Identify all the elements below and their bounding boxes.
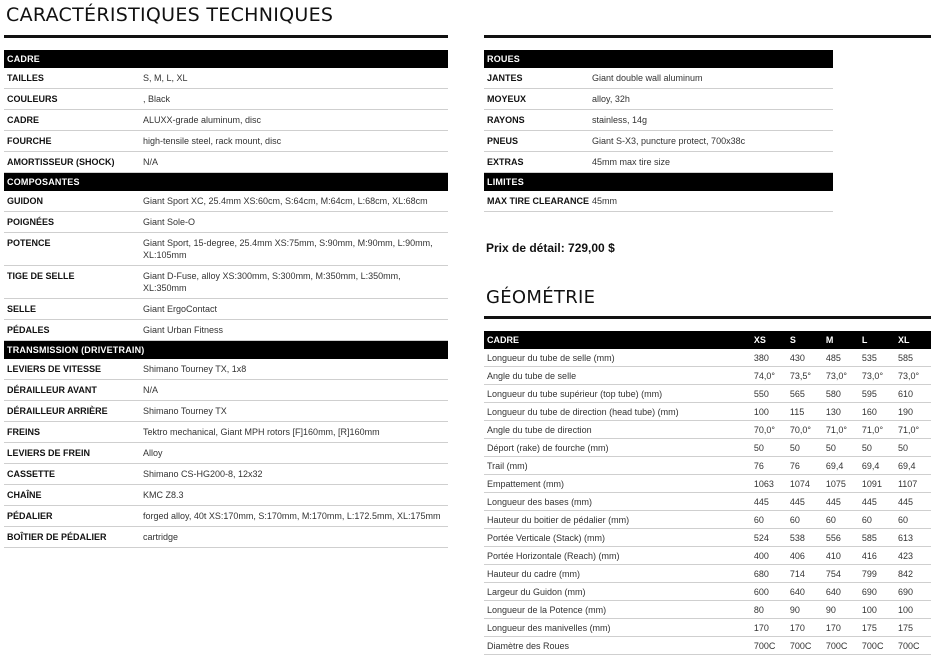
geometry-value: 423 [895, 547, 931, 565]
size-header-xs: XS [751, 331, 787, 349]
geometry-value: 580 [823, 385, 859, 403]
spec-value: Tektro mechanical, Giant MPH rotors [F]160mm, [R]160mm [143, 427, 380, 437]
spec-value: N/A [143, 157, 159, 167]
spec-label: LEVIERS DE VITESSE [7, 364, 102, 374]
geometry-label: Angle du tube de selle [484, 367, 751, 385]
spec-label: JANTES [487, 73, 523, 83]
geometry-value: 170 [787, 619, 823, 637]
spec-label: POTENCE [7, 238, 51, 248]
section-header-roues: ROUES [484, 50, 833, 68]
geometry-value: 445 [895, 493, 931, 511]
spec-row-couleurs [4, 89, 448, 110]
geometry-label: Longueur du tube de selle (mm) [484, 349, 751, 367]
geometry-row [484, 511, 931, 529]
geometry-value: 71,0° [859, 421, 895, 439]
spec-value: Giant double wall aluminum [592, 73, 703, 83]
spec-row-selle [4, 299, 448, 320]
spec-value: Giant S-X3, puncture protect, 700x38c [592, 136, 746, 146]
geometry-label: Longueur des bases (mm) [484, 493, 751, 511]
geometry-value: 60 [823, 511, 859, 529]
geometry-row [484, 601, 931, 619]
geometry-value: 69,4 [823, 457, 859, 475]
spec-label: BOÎTIER DE PÉDALIER [7, 532, 107, 542]
geometry-value: 74,0° [751, 367, 787, 385]
spec-value: Shimano Tourney TX [143, 406, 227, 416]
geometry-value: 445 [787, 493, 823, 511]
spec-row-pedalier [4, 506, 448, 527]
geometry-row [484, 493, 931, 511]
geometry-label: Longueur du tube de direction (head tube) (mm) [484, 403, 751, 421]
spec-value: 45mm max tire size [592, 157, 671, 167]
geometry-value: 69,4 [895, 457, 931, 475]
geometry-divider [484, 316, 931, 319]
geometry-row [484, 439, 931, 457]
spec-row-pneus [484, 131, 833, 152]
geometry-row [484, 475, 931, 493]
geometry-value: 842 [895, 565, 931, 583]
spec-value: Giant Sport, 15-degree, 25.4mm XS:75mm, S:90mm, M:90mm, L:90mm, XL:105mm [143, 238, 433, 260]
spec-row-pedales [4, 320, 448, 341]
geometry-value: 524 [751, 529, 787, 547]
geometry-value: 70,0° [751, 421, 787, 439]
geometry-label: Portée Verticale (Stack) (mm) [484, 529, 751, 547]
title-divider-right [484, 35, 931, 38]
spec-value: KMC Z8.3 [143, 490, 184, 500]
spec-label: PÉDALIER [7, 511, 53, 521]
section-header-composantes: COMPOSANTES [4, 173, 448, 191]
geometry-value: 60 [859, 511, 895, 529]
spec-value: Giant Urban Fitness [143, 325, 224, 335]
geometry-label: Trail (mm) [484, 457, 751, 475]
spec-label: PNEUS [487, 136, 519, 146]
section-header-cadre: CADRE [4, 50, 448, 68]
spec-label: TAILLES [7, 73, 44, 83]
spec-row-fourche [4, 131, 448, 152]
spec-row-tige-de-selle [4, 266, 448, 299]
spec-value: Shimano Tourney TX, 1x8 [143, 364, 247, 374]
specs-left-column [4, 50, 448, 548]
geometry-value: 754 [823, 565, 859, 583]
geometry-value: 190 [895, 403, 931, 421]
spec-value: 45mm [592, 196, 618, 206]
size-header-l: L [859, 331, 895, 349]
geometry-value: 170 [823, 619, 859, 637]
spec-value: alloy, 32h [592, 94, 630, 104]
spec-label: EXTRAS [487, 157, 524, 167]
spec-label: GUIDON [7, 196, 43, 206]
section-header-transmission-drivetrain: TRANSMISSION (DRIVETRAIN) [4, 341, 448, 359]
spec-row-moyeux [484, 89, 833, 110]
geometry-label: Longueur de la Potence (mm) [484, 601, 751, 619]
geometry-value: 485 [823, 349, 859, 367]
spec-row-poignees [4, 212, 448, 233]
spec-row-freins [4, 422, 448, 443]
geometry-value: 700C [787, 637, 823, 655]
geometry-value: 60 [787, 511, 823, 529]
geometry-value: 550 [751, 385, 787, 403]
geometry-label: Longueur du tube supérieur (top tube) (mm) [484, 385, 751, 403]
spec-label: LEVIERS DE FREIN [7, 448, 91, 458]
geometry-value: 416 [859, 547, 895, 565]
geometry-row [484, 367, 931, 385]
geometry-value: 100 [895, 601, 931, 619]
spec-row-extras [484, 152, 833, 173]
geometry-value: 430 [787, 349, 823, 367]
spec-row-derailleur-avant [4, 380, 448, 401]
geometry-value: 585 [895, 349, 931, 367]
geometry-value: 175 [895, 619, 931, 637]
geometry-value: 610 [895, 385, 931, 403]
spec-value: ALUXX-grade aluminum, disc [143, 115, 262, 125]
geometry-value: 80 [751, 601, 787, 619]
geometry-row [484, 547, 931, 565]
geometry-label: Hauteur du boitier de pédalier (mm) [484, 511, 751, 529]
spec-row-potence [4, 233, 448, 266]
spec-row-boitier-de-pedalier [4, 527, 448, 548]
size-header-m: M [823, 331, 859, 349]
geometry-row [484, 349, 931, 367]
geometry-value: 50 [751, 439, 787, 457]
spec-row-max-tire-clearance [484, 191, 833, 212]
geometry-value: 445 [751, 493, 787, 511]
geometry-label: Hauteur du cadre (mm) [484, 565, 751, 583]
geometry-value: 700C [823, 637, 859, 655]
geometry-value: 700C [895, 637, 931, 655]
title-divider [4, 35, 448, 38]
geometry-row [484, 565, 931, 583]
geometry-value: 73,0° [859, 367, 895, 385]
geometry-row [484, 637, 931, 655]
geometry-label: Largeur du Guidon (mm) [484, 583, 751, 601]
spec-value: cartridge [143, 532, 179, 542]
size-header-xl: XL [895, 331, 931, 349]
spec-value: high-tensile steel, rack mount, disc [143, 136, 282, 146]
geometry-value: 1074 [787, 475, 823, 493]
geometry-value: 535 [859, 349, 895, 367]
spec-row-amortisseur-shock [4, 152, 448, 173]
spec-value: stainless, 14g [592, 115, 648, 125]
spec-label: CADRE [7, 115, 40, 125]
geometry-title: GÉOMÉTRIE [486, 287, 596, 308]
geometry-value: 690 [895, 583, 931, 601]
geometry-row [484, 457, 931, 475]
section-header-limites: LIMITES [484, 173, 833, 191]
geometry-value: 556 [823, 529, 859, 547]
geometry-value: 1063 [751, 475, 787, 493]
geometry-label: Angle du tube de direction [484, 421, 751, 439]
geometry-value: 60 [751, 511, 787, 529]
geometry-value: 100 [859, 601, 895, 619]
geometry-value: 565 [787, 385, 823, 403]
geometry-row [484, 583, 931, 601]
spec-row-leviers-de-vitesse [4, 359, 448, 380]
spec-value: N/A [143, 385, 159, 395]
geometry-row [484, 619, 931, 637]
spec-label: POIGNÉES [7, 217, 55, 227]
geometry-header-label: CADRE [484, 331, 751, 349]
geometry-value: 1107 [895, 475, 931, 493]
geometry-value: 50 [823, 439, 859, 457]
geometry-header-row [484, 331, 931, 349]
geometry-value: 90 [787, 601, 823, 619]
geometry-value: 640 [787, 583, 823, 601]
geometry-value: 406 [787, 547, 823, 565]
geometry-value: 680 [751, 565, 787, 583]
spec-label: FREINS [7, 427, 41, 437]
spec-value: S, M, L, XL [143, 73, 188, 83]
geometry-value: 76 [751, 457, 787, 475]
geometry-label: Empattement (mm) [484, 475, 751, 493]
geometry-value: 76 [787, 457, 823, 475]
spec-value: Giant Sport XC, 25.4mm XS:60cm, S:64cm, M:64cm, L:68cm, XL:68cm [143, 196, 428, 206]
geometry-value: 100 [751, 403, 787, 421]
geometry-value: 73,0° [895, 367, 931, 385]
spec-value: Giant Sole-O [143, 217, 196, 227]
geometry-value: 595 [859, 385, 895, 403]
geometry-value: 73,5° [787, 367, 823, 385]
geometry-value: 71,0° [823, 421, 859, 439]
geometry-value: 600 [751, 583, 787, 601]
geometry-value: 640 [823, 583, 859, 601]
geometry-value: 130 [823, 403, 859, 421]
geometry-value: 1075 [823, 475, 859, 493]
geometry-value: 799 [859, 565, 895, 583]
spec-label: DÉRAILLEUR AVANT [7, 385, 97, 395]
geometry-label: Diamètre des Roues [484, 637, 751, 655]
spec-row-derailleur-arriere [4, 401, 448, 422]
spec-label: MOYEUX [487, 94, 527, 104]
geometry-value: 115 [787, 403, 823, 421]
spec-label: MAX TIRE CLEARANCE [487, 196, 590, 206]
spec-row-jantes [484, 68, 833, 89]
geometry-value: 50 [895, 439, 931, 457]
spec-value: , Black [143, 94, 171, 104]
spec-label: CHAÎNE [7, 490, 42, 500]
geometry-label: Longueur des manivelles (mm) [484, 619, 751, 637]
geometry-value: 90 [823, 601, 859, 619]
spec-row-tailles [4, 68, 448, 89]
spec-label: FOURCHE [7, 136, 52, 146]
geometry-value: 60 [895, 511, 931, 529]
geometry-label: Déport (rake) de fourche (mm) [484, 439, 751, 457]
geometry-value: 700C [859, 637, 895, 655]
geometry-value: 613 [895, 529, 931, 547]
spec-label: COULEURS [7, 94, 58, 104]
geometry-value: 380 [751, 349, 787, 367]
geometry-value: 714 [787, 565, 823, 583]
geometry-value: 1091 [859, 475, 895, 493]
spec-value: forged alloy, 40t XS:170mm, S:170mm, M:170mm, L:172.5mm, XL:175mm [143, 511, 441, 521]
geometry-table [484, 331, 931, 655]
spec-label: DÉRAILLEUR ARRIÈRE [7, 406, 108, 416]
geometry-row [484, 421, 931, 439]
geometry-value: 50 [787, 439, 823, 457]
retail-price: Prix de détail: 729,00 $ [486, 241, 615, 255]
specs-right-column [484, 50, 833, 212]
spec-row-cadre [4, 110, 448, 131]
geometry-value: 445 [859, 493, 895, 511]
geometry-value: 175 [859, 619, 895, 637]
spec-row-cassette [4, 464, 448, 485]
spec-row-chaine [4, 485, 448, 506]
spec-row-leviers-de-frein [4, 443, 448, 464]
spec-label: SELLE [7, 304, 37, 314]
geometry-value: 700C [751, 637, 787, 655]
geometry-value: 70,0° [787, 421, 823, 439]
size-header-s: S [787, 331, 823, 349]
spec-row-guidon [4, 191, 448, 212]
geometry-value: 69,4 [859, 457, 895, 475]
geometry-value: 410 [823, 547, 859, 565]
spec-label: AMORTISSEUR (SHOCK) [7, 157, 115, 167]
geometry-value: 585 [859, 529, 895, 547]
spec-value: Giant ErgoContact [143, 304, 218, 314]
geometry-value: 160 [859, 403, 895, 421]
spec-label: RAYONS [487, 115, 525, 125]
geometry-row [484, 403, 931, 421]
spec-label: PÉDALES [7, 325, 50, 335]
spec-value: Shimano CS-HG200-8, 12x32 [143, 469, 263, 479]
geometry-row [484, 529, 931, 547]
geometry-value: 170 [751, 619, 787, 637]
geometry-value: 538 [787, 529, 823, 547]
geometry-value: 690 [859, 583, 895, 601]
geometry-value: 400 [751, 547, 787, 565]
spec-value: Alloy [143, 448, 163, 458]
spec-label: TIGE DE SELLE [7, 271, 75, 281]
spec-value: Giant D-Fuse, alloy XS:300mm, S:300mm, M:350mm, L:350mm, XL:350mm [143, 271, 401, 293]
page-title: CARACTÉRISTIQUES TECHNIQUES [6, 4, 334, 26]
geometry-value: 445 [823, 493, 859, 511]
geometry-value: 71,0° [895, 421, 931, 439]
geometry-label: Portée Horizontale (Reach) (mm) [484, 547, 751, 565]
geometry-row [484, 385, 931, 403]
spec-row-rayons [484, 110, 833, 131]
spec-label: CASSETTE [7, 469, 56, 479]
geometry-value: 50 [859, 439, 895, 457]
geometry-value: 73,0° [823, 367, 859, 385]
